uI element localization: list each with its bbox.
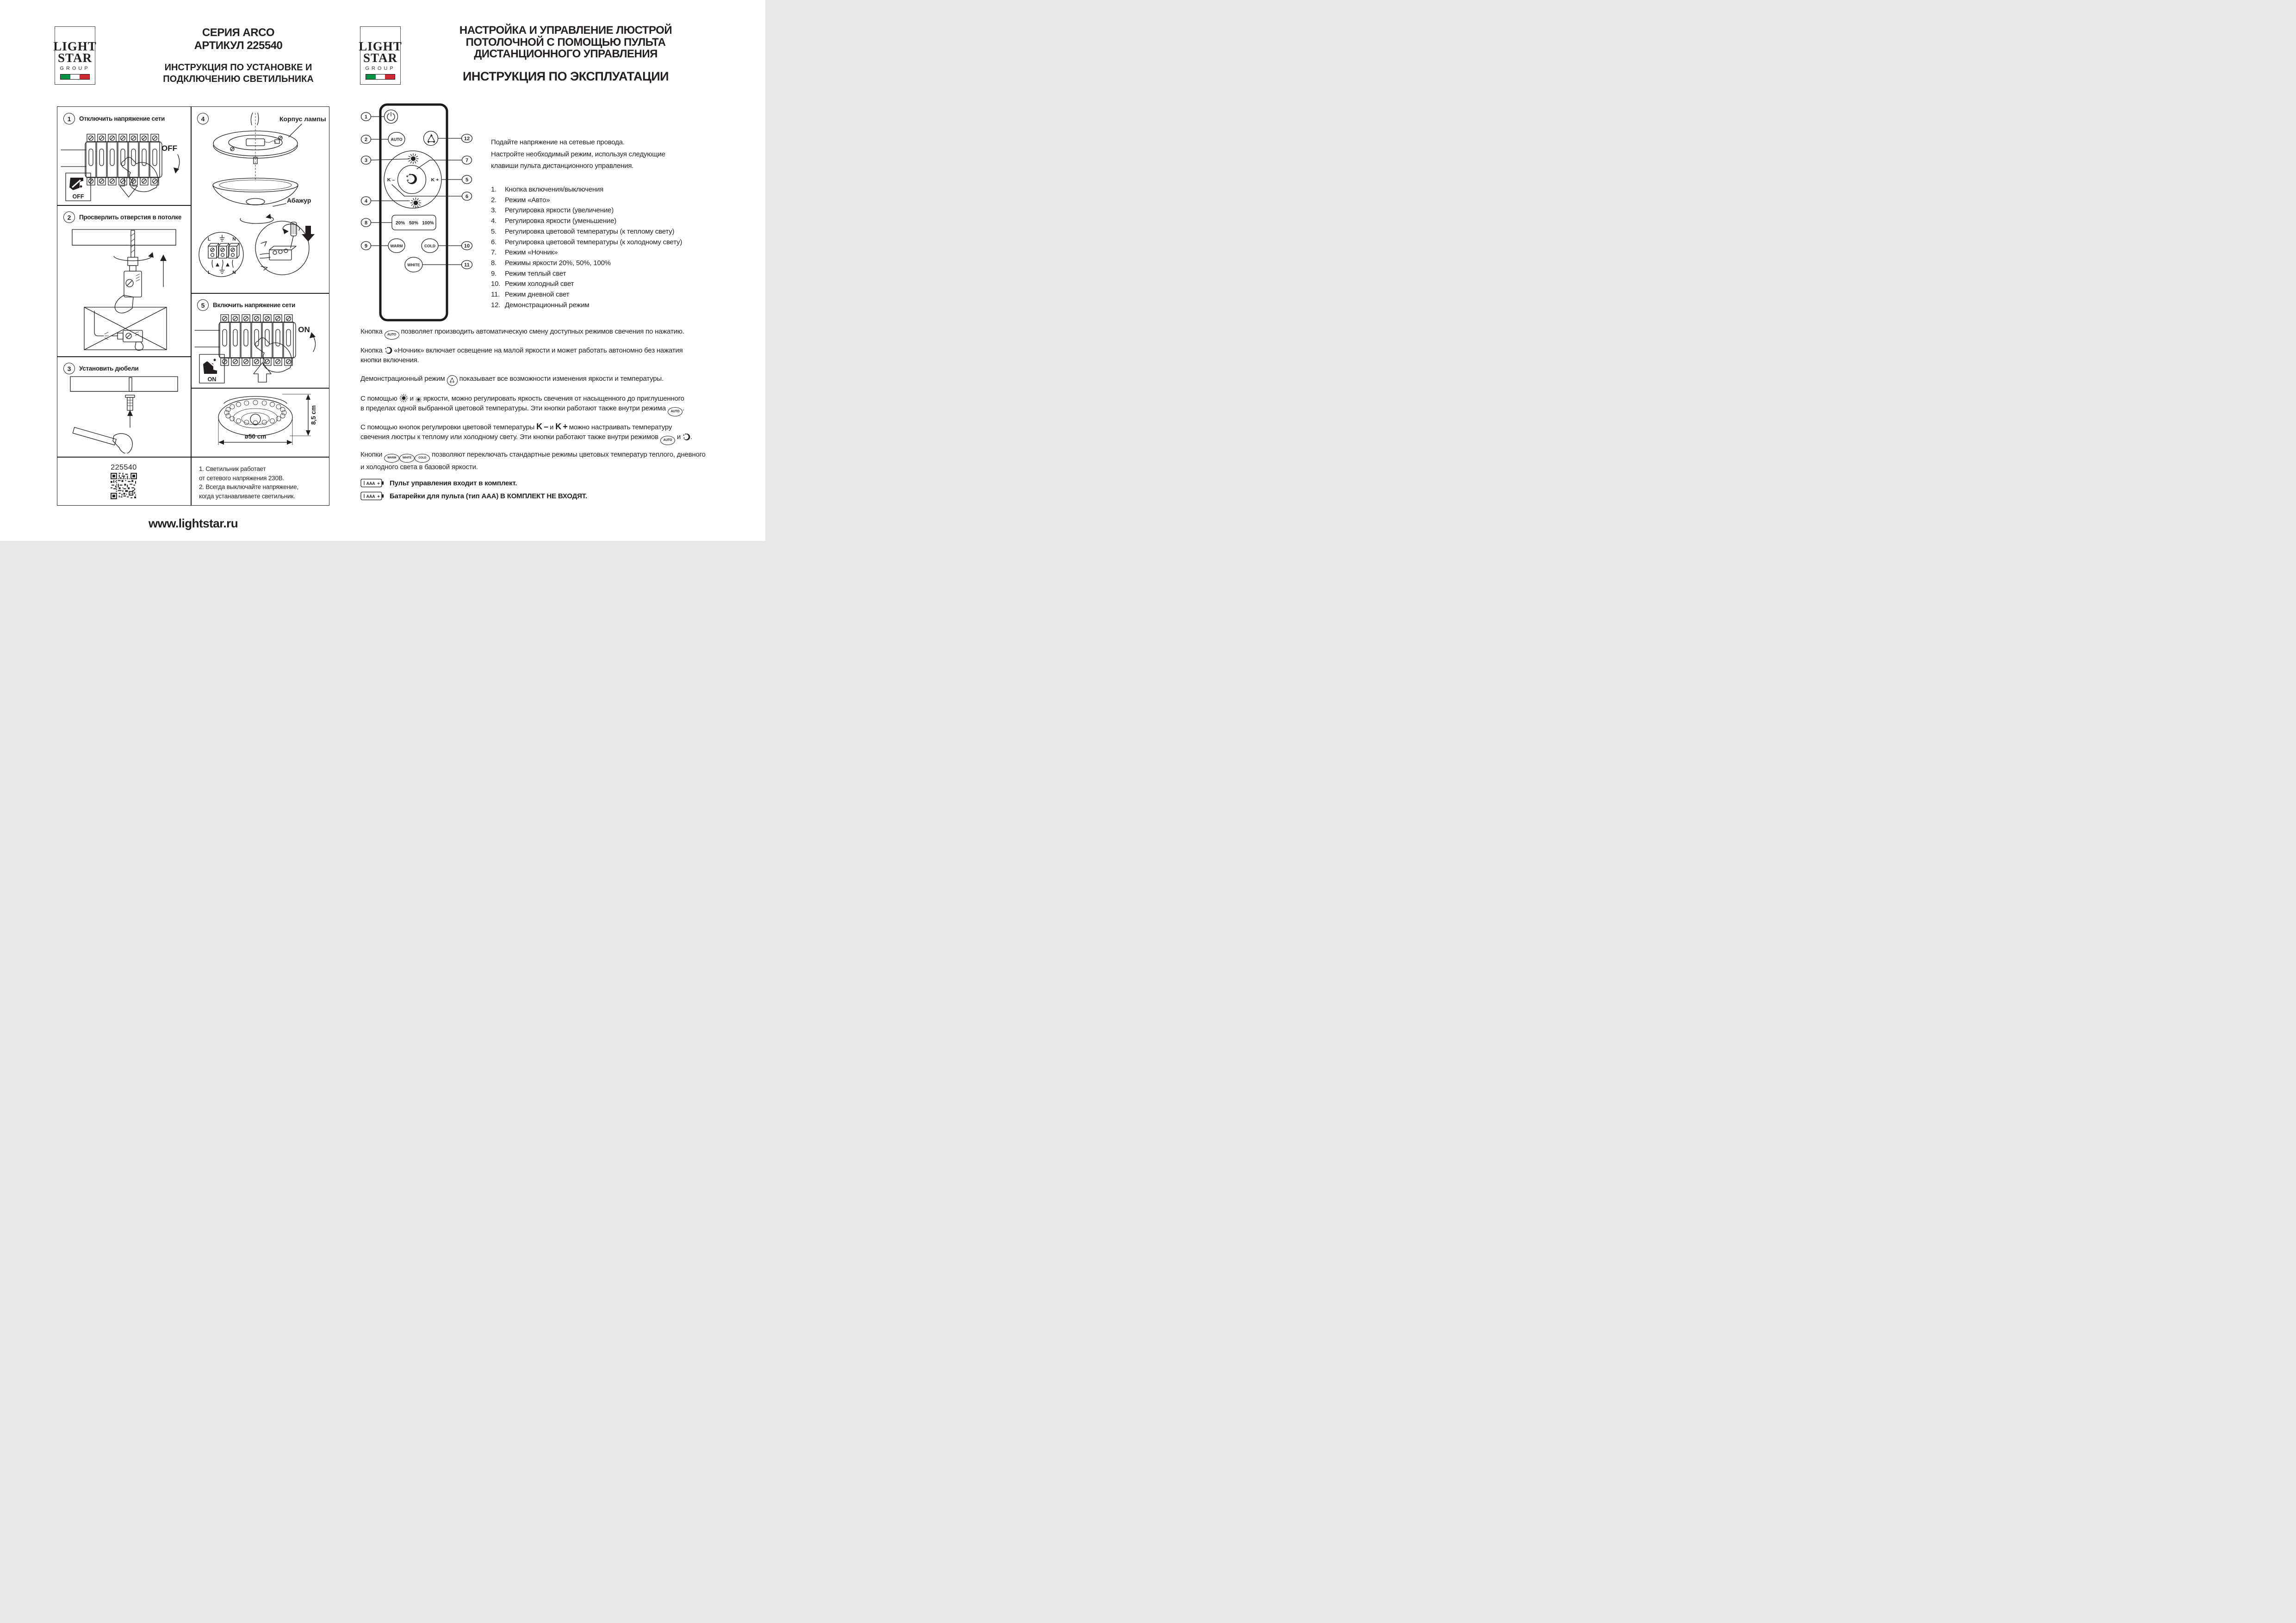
battery-icon (360, 491, 385, 501)
warm-button-icon: WARM (384, 454, 399, 463)
svg-text:3: 3 (364, 158, 368, 163)
step-1-label: Отключить напряжение сети (79, 115, 165, 122)
remote-control-diagram (360, 99, 486, 339)
qr-code (111, 473, 137, 499)
kit-text: Батарейки для пульта (тип ААА) В КОМПЛЕКТ НЕ ВХОДЯТ. (390, 492, 587, 500)
terminal-n-label: N (232, 237, 236, 242)
terminal-block (208, 243, 239, 258)
svg-text:2: 2 (364, 137, 368, 142)
step-5-number: 5 (197, 299, 209, 311)
logo-group: GROUP (365, 66, 396, 71)
paragraph-auto: Кнопка AUTO позволяет производить автоматическую смену доступных режимов свечения по нажатию. (360, 327, 745, 340)
note-line: 1. Светильник работает (199, 465, 266, 472)
svg-text:11: 11 (464, 262, 470, 268)
kit-text: Пульт управления входит в комплект. (390, 479, 517, 487)
diameter-dimension: ø50 cm (244, 433, 267, 440)
right-subtitle: ИНСТРУКЦИЯ ПО ЭКСПЛУАТАЦИИ (462, 69, 669, 83)
svg-text:6: 6 (465, 194, 469, 199)
button-legend (491, 185, 682, 310)
safety-notes (199, 465, 298, 501)
step-1-number: 1 (63, 113, 75, 124)
svg-text:12: 12 (464, 136, 470, 142)
note-line: от сетевого напряжения 230В. (199, 474, 285, 482)
step-2-label: Просверлить отверстия в потолке (79, 214, 182, 221)
drill-ceiling-diagram (59, 228, 189, 353)
on-inset-label: ON (207, 376, 217, 383)
legend-item: 9. Режим теплый свет (491, 269, 566, 278)
step-3-number: 3 (63, 363, 75, 374)
left-title (139, 26, 338, 52)
legend-item: 8. Режимы яркости 20%, 50%, 100% (491, 259, 611, 267)
terminal-l-label: L (207, 237, 211, 242)
right-title-line2: ПОТОЛОЧНОЙ С ПОМОЩЬЮ ПУЛЬТА (465, 36, 666, 49)
svg-text:+: + (377, 481, 380, 487)
legend-item: 12. Демонстрационный режим (491, 301, 590, 309)
recycle-icon (447, 375, 458, 386)
white-button-icon: WHITE (399, 454, 415, 463)
svg-text:WARM: WARM (390, 243, 403, 248)
step-2-number: 2 (63, 211, 75, 223)
cold-button-icon: COLD (415, 454, 430, 463)
svg-text:100%: 100% (422, 221, 434, 226)
legend-item: 6. Регулировка цветовой температуры (к холодному свету) (491, 238, 683, 246)
note-line: когда устанавливаете светильник. (199, 492, 295, 500)
left-subtitle (139, 62, 338, 85)
step-3-label: Установить дюбели (79, 365, 139, 372)
kit-item-remote (360, 478, 517, 488)
lamp-dimensions-diagram (192, 389, 329, 456)
breaker-off-diagram (59, 126, 189, 204)
auto-button-icon: AUTO (660, 436, 675, 445)
legend-item: 3. Регулировка яркости (увеличение) (491, 206, 614, 215)
table-line (57, 205, 191, 206)
hammer-icon (73, 427, 116, 445)
italian-flag-icon (366, 74, 395, 80)
kit-item-batteries (360, 491, 587, 501)
earth-icon (220, 267, 224, 273)
svg-text:4: 4 (364, 198, 368, 204)
moon-icon (683, 433, 690, 441)
svg-text:AAA: AAA (366, 494, 375, 499)
moon-icon (385, 347, 392, 354)
legend-item: 1. Кнопка включения/выключения (491, 186, 604, 193)
legend-item: 4. Регулировка яркости (уменьшение) (491, 217, 617, 225)
lampshade-label: Абажур (287, 197, 311, 204)
k-plus-button: K + (431, 177, 439, 183)
svg-text:WHITE: WHITE (407, 262, 420, 267)
intro-text (491, 136, 665, 172)
sun-big-icon (399, 394, 408, 403)
battery-icon (360, 478, 385, 488)
svg-text:AUTO: AUTO (391, 137, 403, 142)
drill-grip (115, 295, 133, 313)
right-title-line1: НАСТРОЙКА И УПРАВЛЕНИЕ ЛЮСТРОЙ (459, 24, 672, 37)
table-line (191, 457, 329, 458)
logo-group: GROUP (60, 66, 90, 71)
svg-text:+: + (377, 494, 380, 500)
series-title: СЕРИЯ ARCO (202, 26, 275, 39)
terminal-n-label: N (232, 270, 236, 275)
intro-line: Настройте необходимый режим, используя следующие (491, 150, 665, 158)
svg-text:9: 9 (364, 243, 368, 249)
logo-light: LIGHT (359, 39, 402, 53)
on-label: ON (298, 325, 310, 334)
paragraph-color-temperature: С помощью кнопок регулировки цветовой температуры K – и K + можно настраивать температуру свечения люстры к теплому или холодному свету. Эти кнопки работают также внутри режимов AUTO и . (360, 422, 745, 445)
paragraph-brightness: С помощью и яркости, можно регулировать яркость свечения от насыщенного до приглушенного в пределах одной выбранной цветовой температуры. Эти кнопки работают также внутри режима AUTO . (360, 394, 745, 416)
sun-small-icon (416, 396, 422, 403)
k-minus-label: K – (536, 422, 548, 431)
k-minus-button: K – (387, 177, 395, 183)
breaker-on-diagram (193, 309, 327, 387)
note-line: 2. Всегда выключайте напряжение, (199, 483, 299, 490)
logo-star: STAR (363, 51, 398, 65)
paragraph-demo-mode: Демонстрационный режим показывает все возможности изменения яркости и температуры. (360, 374, 745, 386)
step-5-label: Включить напряжение сети (213, 302, 295, 309)
article-title: АРТИКУЛ 225540 (194, 39, 283, 52)
svg-text:7: 7 (465, 158, 469, 163)
step-1-title (63, 113, 165, 124)
earth-icon (220, 235, 224, 241)
legend-item: 7. Режим «Ночник» (491, 248, 558, 257)
svg-text:5: 5 (465, 177, 469, 183)
step-4-number: 4 (197, 113, 209, 124)
step-2-title (63, 211, 181, 223)
legend-item: 11. Режим дневной свет (491, 291, 570, 299)
auto-button-icon: AUTO (385, 330, 399, 340)
off-inset-label: OFF (72, 193, 84, 200)
logo-star: STAR (57, 51, 93, 65)
manual-page (0, 0, 765, 541)
logo-light: LIGHT (53, 39, 97, 53)
down-arrow-icon (120, 178, 137, 197)
intro-line: клавиши пульта дистанционного управления. (491, 162, 634, 170)
svg-text:AAA: AAA (366, 481, 375, 486)
paragraph-preset-modes: Кнопки WARM WHITE COLD позволяют переключать стандартные режимы цветовых температур теплого, дневного и холодного света в базовой яркости. (360, 451, 706, 471)
table-line (191, 293, 329, 294)
svg-text:20%: 20% (395, 221, 405, 226)
dowel-hammer-diagram (59, 376, 189, 453)
table-line (57, 356, 191, 357)
terminal-l-label: L (207, 270, 211, 275)
legend-item: 10. Режим холодный свет (491, 280, 574, 288)
right-title-line3: ДИСТАНЦИОННОГО УПРАВЛЕНИЯ (474, 48, 658, 60)
lightstar-logo-right (360, 26, 401, 85)
k-plus-label: K + (555, 422, 567, 431)
right-title (440, 25, 692, 60)
svg-text:50%: 50% (409, 221, 419, 226)
left-subtitle-line1: ИНСТРУКЦИЯ ПО УСТАНОВКЕ И (164, 62, 312, 73)
italian-flag-icon (60, 74, 90, 80)
svg-text:10: 10 (464, 243, 470, 249)
svg-text:8: 8 (364, 220, 368, 226)
lightstar-logo (55, 26, 95, 85)
off-label: OFF (161, 144, 177, 153)
lamp-assembly-diagram (192, 111, 329, 291)
height-dimension: 8,5 cm (310, 405, 317, 425)
table-line (57, 457, 191, 458)
svg-text:1: 1 (364, 114, 368, 120)
paragraph-night-mode: Кнопка «Ночник» включает освещение на малой яркости и может работать автономно без нажатия кнопки включения. (360, 347, 683, 364)
left-subtitle-line2: ПОДКЛЮЧЕНИЮ СВЕТИЛЬНИКА (163, 74, 314, 84)
website-link: www.lightstar.ru (148, 516, 238, 530)
legend-item: 5. Регулировка цветовой температуры (к теплому свету) (491, 227, 675, 235)
step-3-title (63, 363, 138, 374)
intro-line: Подайте напряжение на сетевые провода. (491, 138, 625, 146)
auto-button-icon: AUTO (668, 407, 683, 416)
lamp-body-label: Корпус лампы (279, 115, 326, 123)
qr-article: 225540 (111, 464, 137, 471)
legend-item: 2. Режим «Авто» (491, 196, 550, 204)
svg-text:COLD: COLD (424, 243, 436, 248)
